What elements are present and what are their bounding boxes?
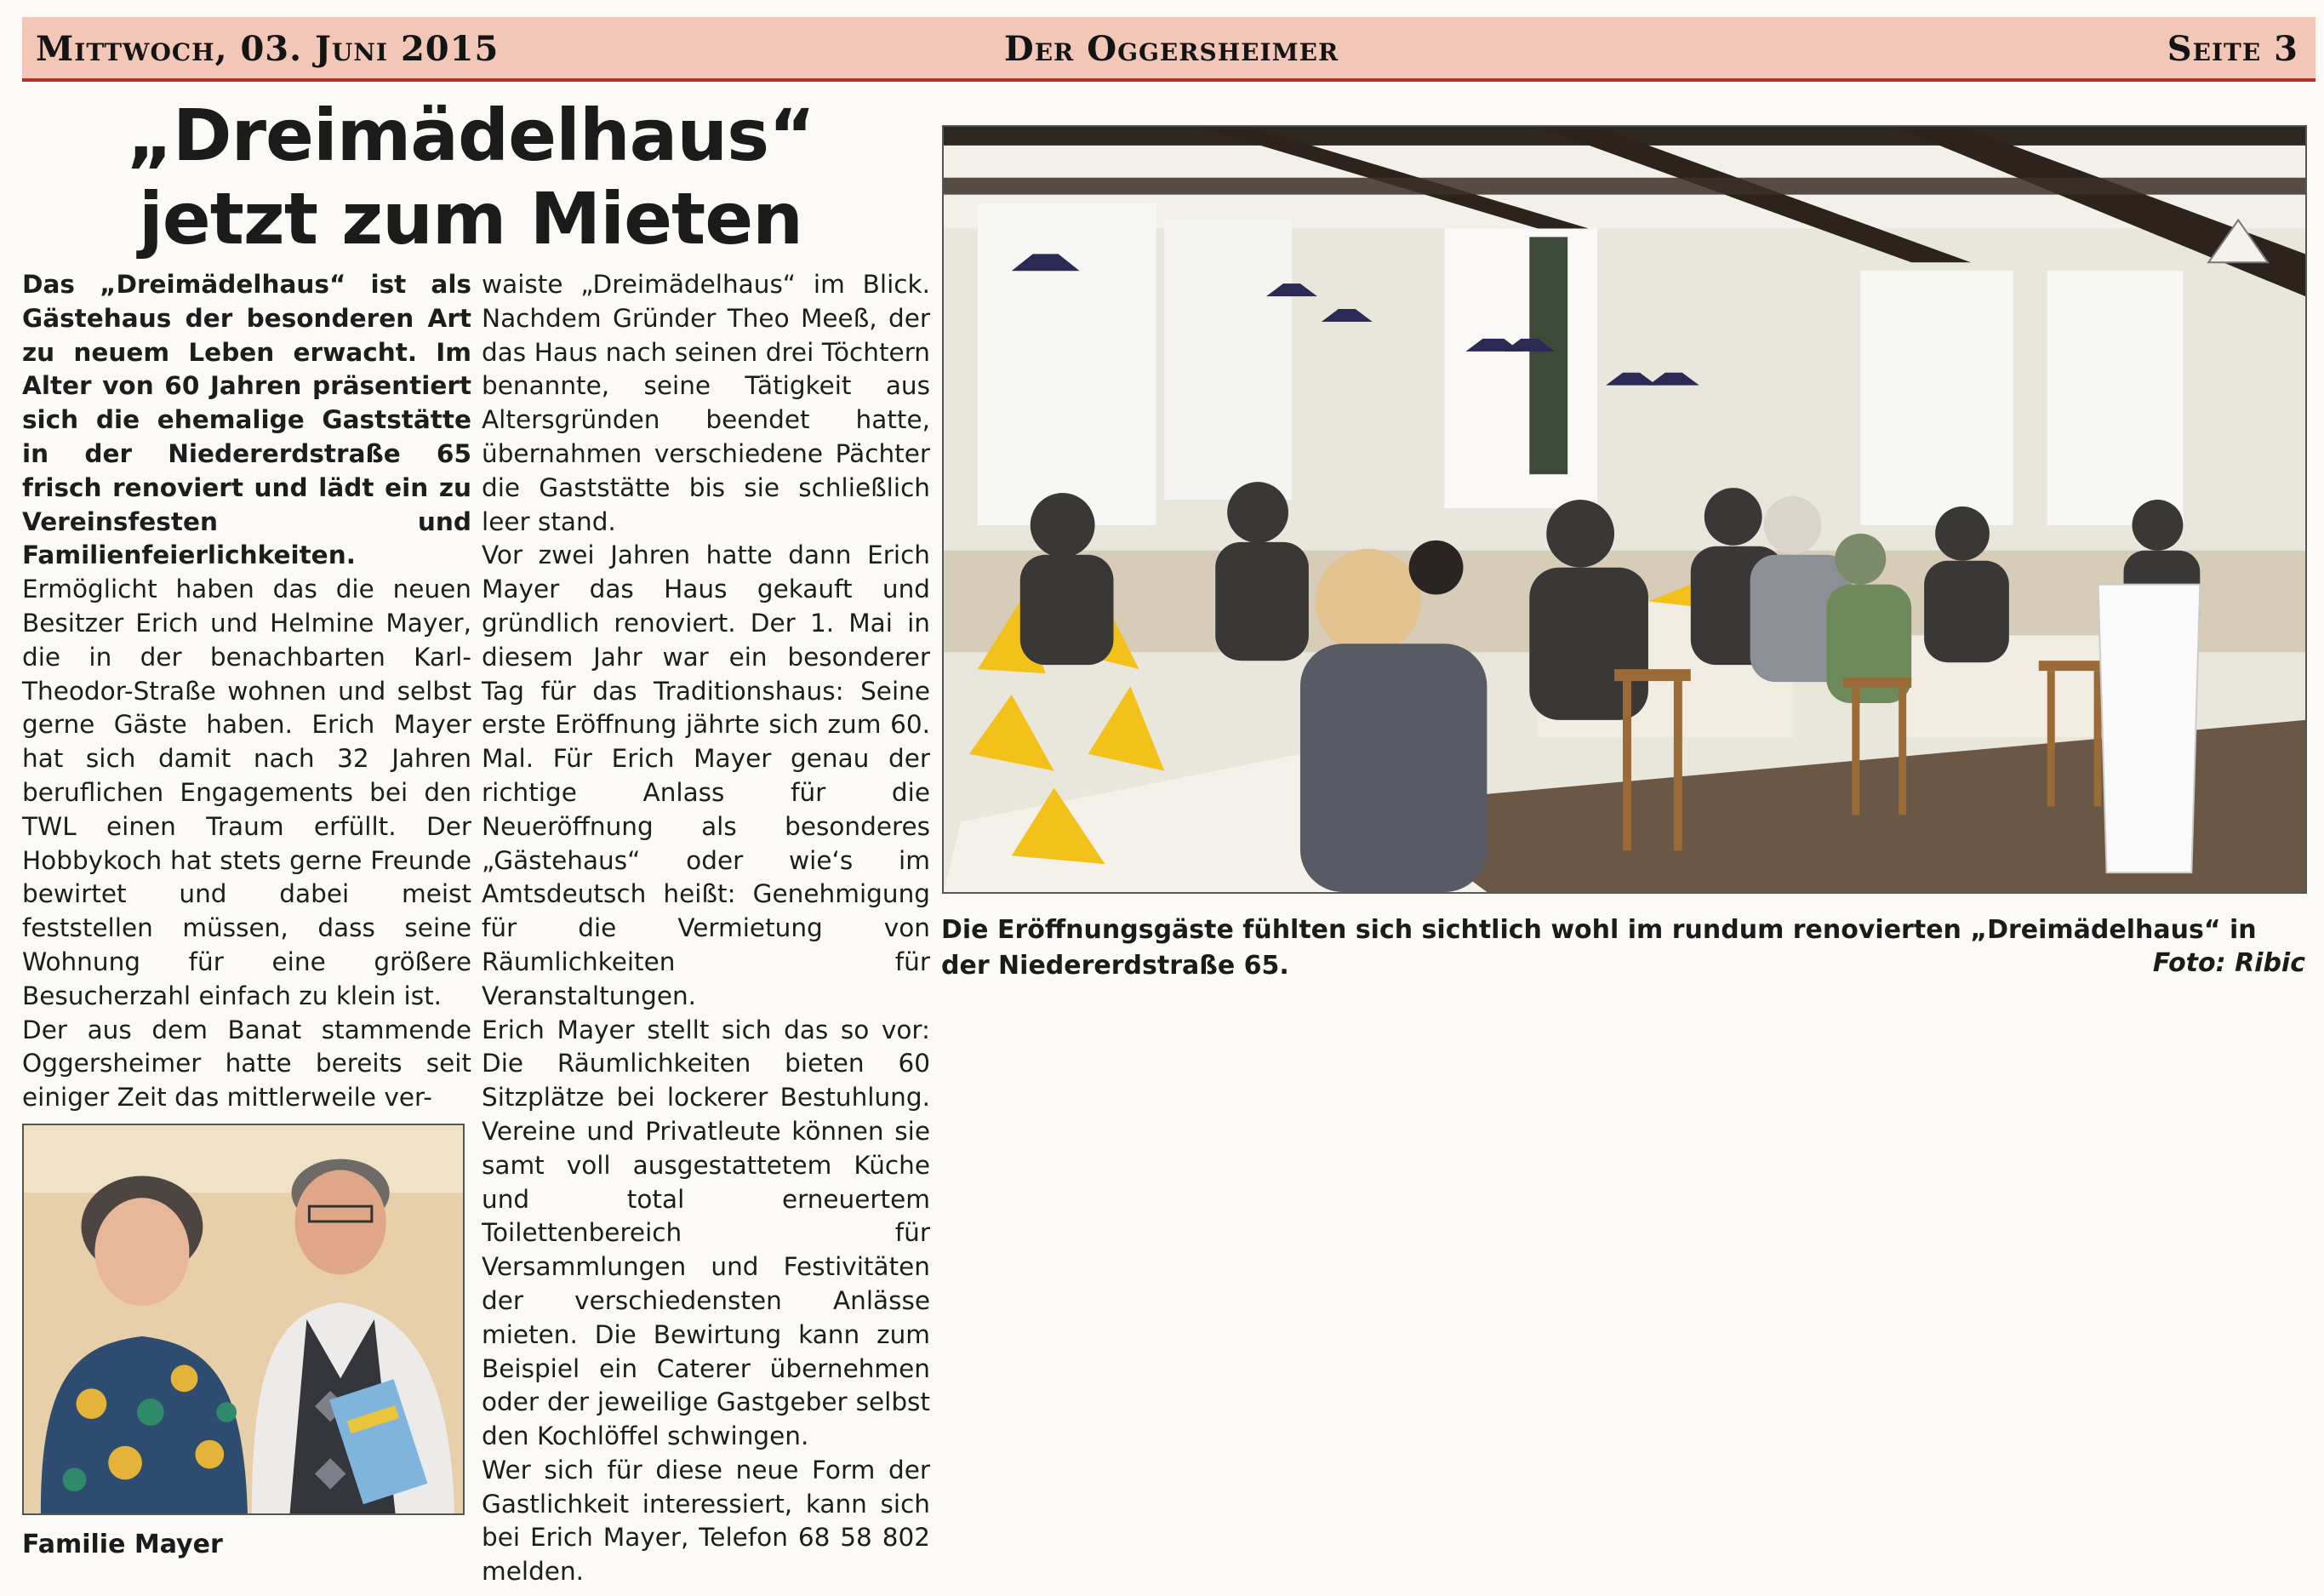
article-column-1 — [22, 268, 471, 1115]
article-paragraph: Wer sich für diese neue Form der Gastlichkeit interessiert, kann sich bei Erich Mayer, Telefon 68 58 802 melden. — [482, 1455, 930, 1587]
photo-credit: Foto: Ribic — [2152, 948, 2305, 978]
mayer-photo-caption: Familie Mayer — [22, 1530, 223, 1559]
article-lead: Das „Dreimädelhaus“ ist als Gästehaus der besonderen Art zu neuem Leben erwacht. Im Alter von 60 Jahren präsentiert sich die ehemalige Gaststätte in der Niedererdstraße 65 frisch renoviert und lädt ein zu Vereinsfesten und Familienfeierlichkeiten. — [22, 270, 471, 570]
headline-line-2: jetzt zum Mieten — [139, 177, 802, 260]
newspaper-name: Der Oggersheimer — [1004, 29, 1339, 69]
article-headline — [24, 94, 917, 260]
article-paragraph: Vor zwei Jahren hatte dann Erich Mayer das Haus gekauft und gründlich renoviert. Der 1. Mai in diesem Jahr war ein besonderer Tag für das Traditionshaus: Seine erste Eröffnung jährte sich zum 60. Mal. Für Erich Mayer genau der richtige Anlass für die Neueröffnung als besonderes „Gästehaus“ oder wie‘s im Amtsdeutsch heißt: Genehmigung für die Vermietung von Räumlichkeiten für Veranstaltungen. — [482, 541, 930, 1010]
article-column-2 — [482, 268, 930, 1589]
restaurant-photo-illustration — [944, 127, 2305, 892]
restaurant-photo — [942, 125, 2307, 894]
article-paragraph: Ermöglicht haben das die neuen Besitzer Erich und Helmine Mayer, die in der benachbarten Karl-Theodor-Straße wohnen und selbst gerne Gäste haben. Erich Mayer hat sich damit nach 32 Jahren beruflichen Engagements bei den TWL einen Traum erfüllt. Der Hobbykoch hat stets gerne Freunde bewirtet und dabei meist feststellen müssen, dass seine Wohnung für eine größere Besucherzahl einfach zu klein ist. — [22, 575, 471, 1010]
article-paragraph: Erich Mayer stellt sich das so vor: Die Räumlichkeiten bieten 60 Sitzplätze bei lockerer Bestuhlung. Vereine und Privatleute können sie samt voll ausgestattetem Küche und total erneuertem Toilettenbereich für Versammlungen und Festivitäten der verschiedensten Anlässe mieten. Die Bewirtung kann zum Beispiel ein Caterer übernehmen oder der jeweilige Gastgeber selbst den Kochlöffel schwingen. — [482, 1015, 930, 1451]
restaurant-photo-caption: Die Eröffnungsgäste fühlten sich sichtlich wohl im rundum renovierten „Dreimädelhaus“ in der Niedererdstraße 65. — [941, 915, 2257, 981]
page-number: Seite 3 — [2167, 29, 2298, 69]
headline-line-1: „Dreimädelhaus“ — [126, 94, 815, 177]
article-paragraph: waiste „Dreimädelhaus“ im Blick. Nachdem Gründer Theo Meeß, der das Haus nach seinen drei Töchtern benannte, seine Tätigkeit aus Altersgründen beendet hatte, übernahmen verschiedene Pächter die Gaststätte bis sie schließlich leer stand. — [482, 270, 930, 536]
article-paragraph: Der aus dem Banat stammende Oggersheimer hatte bereits seit einiger Zeit das mittlerweile ver- — [22, 1015, 471, 1113]
page-header — [22, 17, 2315, 82]
mayer-family-photo — [22, 1124, 465, 1515]
issue-date: Mittwoch, 03. Juni 2015 — [36, 29, 500, 69]
mayer-family-illustration — [24, 1125, 463, 1513]
